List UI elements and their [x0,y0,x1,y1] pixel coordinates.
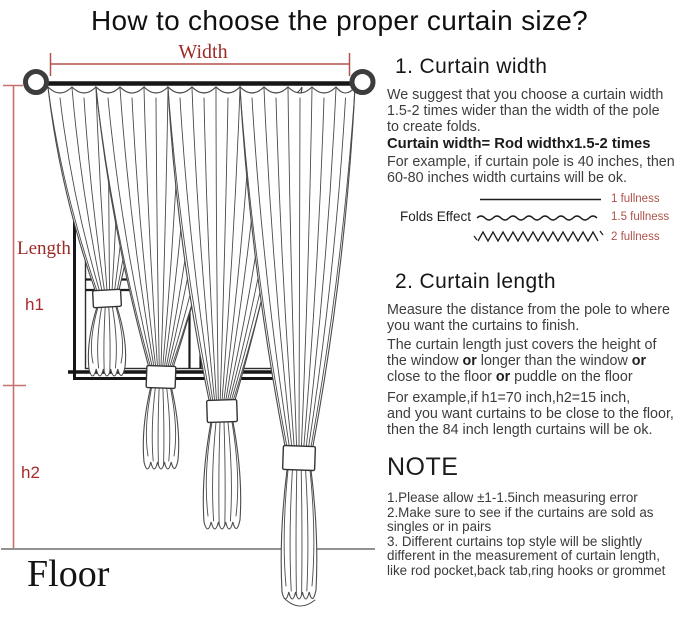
note-heading: NOTE [387,453,459,481]
fullness-1-label: 1 fullness [611,193,660,205]
fullness-1-5-line [477,216,597,220]
section2-para1: Measure the distance from the pole to where you want the curtains to finish. [387,302,670,334]
floor-label: Floor [27,553,110,595]
note-line: 3. Different curtains top style will be slightly [387,533,643,549]
section1-para1: We suggest that you choose a curtain width 1.5-2 times wider than the width of the pole to create folds. [387,87,664,135]
section1-heading: 1. Curtain width [395,55,548,78]
page-title: How to choose the proper curtain size? [91,5,588,36]
note-line: different in the measurement of curtain length, [387,548,660,564]
note-list [387,491,665,579]
curtain-width-formula: Curtain width= Rod widthx1.5-2 times [387,136,651,152]
fullness-2-line [478,232,598,241]
folds-effect-lines [474,200,603,242]
width-label: Width [178,41,228,63]
tie-back-band [146,366,176,389]
tie-back-band [93,289,122,307]
fullness-1-5-label: 1.5 fullness [611,211,670,223]
section1-para2: For example, if curtain pole is 40 inches, then 60-80 inches width curtains will be ok. [387,154,675,186]
curtain-rod [26,72,374,93]
curtain-panels [48,87,355,606]
finial-ring-left [26,72,47,93]
tie-back-band [207,399,238,422]
note-line: like rod pocket,back tab,ring hooks or grommet [387,562,666,578]
h1-label: h1 [25,295,44,314]
finial-ring-right [352,72,373,93]
note-line: 2.Make sure to see if the curtains are sold as [387,504,654,520]
section2-heading: 2. Curtain length [395,270,556,293]
note-line: 1.Please allow ±1-1.5inch measuring error [387,490,638,505]
section2-para3: For example,if h1=70 inch,h2=15 inch, and you want curtains to be close to the floor, then the 84 inch length curtains will be ok. [387,390,674,438]
length-label: Length [17,238,71,259]
section2-para2: The curtain length just covers the height of the window or longer than the window or close to the floor or puddle on the floor [387,337,657,385]
fullness-2-label: 2 fullness [611,231,660,243]
note-line: singles or in pairs [387,519,492,535]
folds-effect-label: Folds Effect [400,209,472,224]
tie-back-band [283,445,316,470]
h2-label: h2 [21,463,40,482]
